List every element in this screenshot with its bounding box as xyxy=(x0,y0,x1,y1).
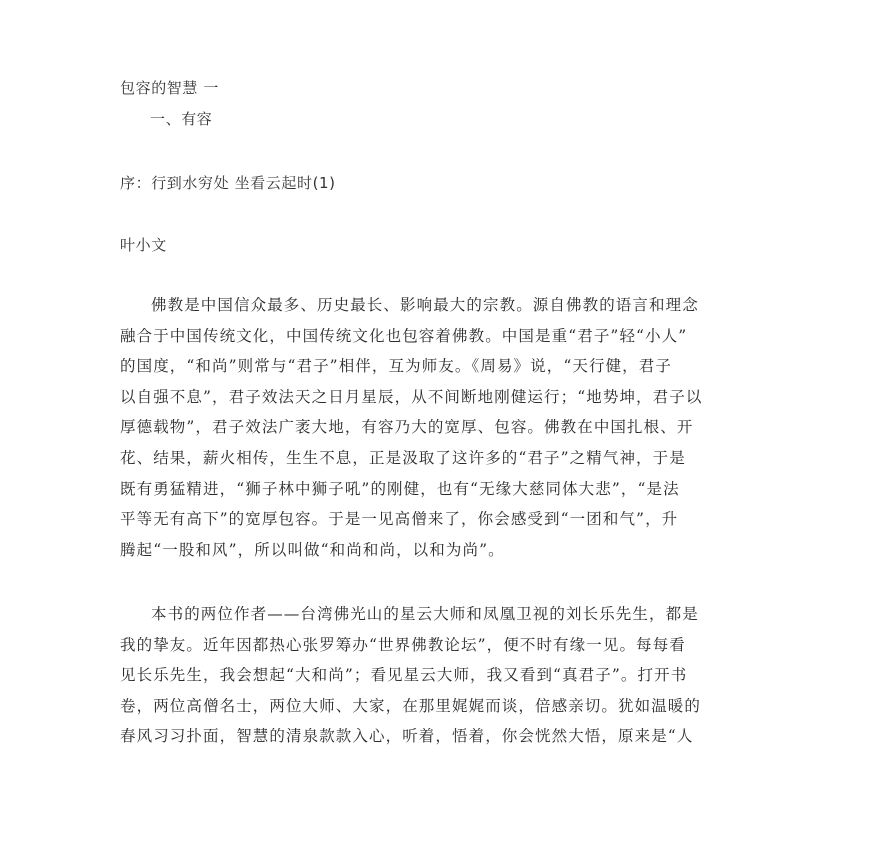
paragraph-line: 以自强不息”，君子效法天之日月星辰，从不间断地刚健运行；“地势坤，君子以 xyxy=(120,387,703,406)
paragraph-line: 我的挚友。近年因都热心张罗筹办“世界佛教论坛”，便不时有缘一见。每每看 xyxy=(120,635,686,654)
paragraph-1 xyxy=(120,290,810,565)
paragraph-line: 卷，两位高僧名士，两位大师、大家，在那里娓娓而谈，倍感亲切。犹如温暖的 xyxy=(120,696,702,715)
paragraph-line: 腾起“一股和风”，所以叫做“和尚和尚，以和为尚”。 xyxy=(120,540,505,559)
author-name: 叶小文 xyxy=(120,236,167,254)
paragraph-line: 佛教是中国信众最多、历史最长、影响最大的宗教。源自佛教的语言和理念 xyxy=(151,296,699,314)
paragraph-line: 花、结果，薪火相传，生生不息，正是汲取了这许多的“君子”之精气神，于是 xyxy=(120,448,686,467)
paragraph-line: 本书的两位作者——台湾佛光山的星云大师和凤凰卫视的刘长乐先生，都是 xyxy=(151,605,699,623)
paragraph-line: 平等无有高下”的宽厚包容。于是一见高僧来了，你会感受到“一团和气”，升 xyxy=(120,510,679,529)
section-heading: 一、有容 xyxy=(150,110,213,128)
preface-heading: 序：行到水穷处 坐看云起时(1) xyxy=(120,174,336,192)
paragraph-2 xyxy=(120,599,810,752)
paragraph-line: 的国度，“和尚”则常与“君子”相伴，互为师友。《周易》说，“天行健，君子 xyxy=(120,357,672,376)
paragraph-line: 春风习习扑面，智慧的清泉款款入心，听着，悟着，你会恍然大悟，原来是“人 xyxy=(120,727,694,746)
paragraph-line: 既有勇猛精进，“狮子林中狮子吼”的刚健，也有“无缘大慈同体大悲”，“是法 xyxy=(120,479,680,498)
paragraph-line: 融合于中国传统文化，中国传统文化也包容着佛教。中国是重“君子”轻“小人” xyxy=(120,326,688,345)
document-title: 包容的智慧 一 xyxy=(120,79,219,97)
paragraph-line: 见长乐先生，我会想起“大和尚”；看见星云大师，我又看到“真君子”。打开书 xyxy=(120,666,688,685)
paragraph-line: 厚德载物”，君子效法广袤大地，有容乃大的宽厚、包容。佛教在中国扎根、开 xyxy=(120,418,694,437)
